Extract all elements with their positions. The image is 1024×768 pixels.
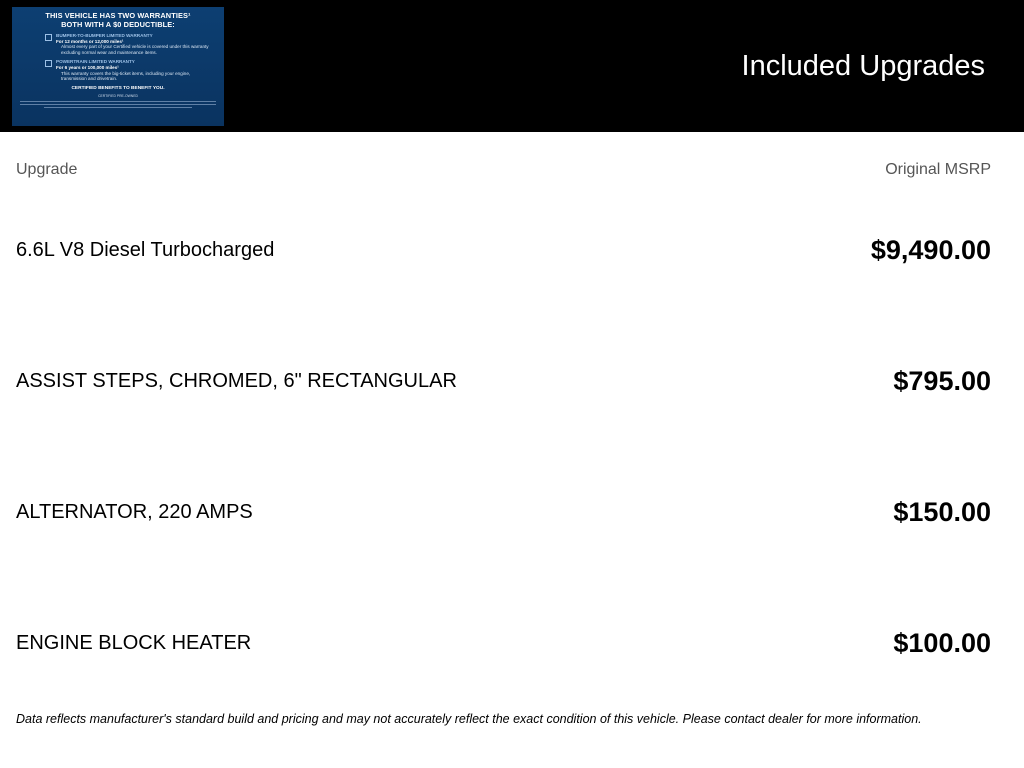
checkbox-icon <box>45 34 52 41</box>
upgrade-name: ASSIST STEPS, CHROMED, 6" RECTANGULAR <box>16 369 457 392</box>
header-bar <box>0 0 1024 132</box>
badge-warranty-2 <box>20 59 216 81</box>
badge-warranty-1-title: BUMPER-TO-BUMPER LIMITED WARRANTY <box>56 33 153 38</box>
upgrade-price: $150.00 <box>893 496 991 527</box>
badge-headline-1: THIS VEHICLE HAS TWO WARRANTIES¹ <box>45 11 191 20</box>
upgrade-row <box>16 361 991 401</box>
upgrade-name: ALTERNATOR, 220 AMPS <box>16 500 253 523</box>
upgrade-row <box>16 623 991 663</box>
upgrade-row <box>16 492 991 532</box>
upgrade-row <box>16 230 991 270</box>
badge-warranty-2-title: POWERTRAIN LIMITED WARRANTY <box>56 59 135 65</box>
upgrade-name: ENGINE BLOCK HEATER <box>16 631 252 654</box>
upgrade-name: 6.6L V8 Diesel Turbocharged <box>16 238 275 261</box>
badge-warranty-2-desc: This warranty covers the big-ticket items, including your engine, transmission and drivetrain. <box>61 70 191 82</box>
badge-warranty-2-period: For 6 years or 100,000 miles¹ <box>56 64 119 70</box>
upgrade-price: $100.00 <box>893 627 991 658</box>
upgrade-price: $795.00 <box>893 365 991 396</box>
upgrade-price: $9,490.00 <box>870 234 991 265</box>
warranty-badge-image <box>12 7 224 126</box>
page-title: Included Upgrades <box>741 50 985 82</box>
badge-brand-line: CERTIFIED PRE-OWNED <box>98 93 138 98</box>
badge-warranty-1 <box>20 33 216 55</box>
badge-fine-print <box>20 101 216 108</box>
badge-headline-2: BOTH WITH A $0 DEDUCTIBLE: <box>61 19 175 29</box>
badge-warranty-1-desc: Almost every part of your Certified vehicle is covered under this warranty excluding normal wear and maintenance items. <box>61 44 209 55</box>
column-header-upgrade: Upgrade <box>16 161 78 178</box>
column-header-msrp: Original MSRP <box>885 161 991 178</box>
badge-tagline: CERTIFIED BENEFITS TO BENEFIT YOU. <box>71 85 165 91</box>
badge-warranty-1-period: For 12 months or 12,000 miles¹ <box>56 38 124 44</box>
checkbox-icon <box>45 60 52 67</box>
disclaimer-text: Data reflects manufacturer's standard build and pricing and may not accurately reflect the exact condition of this vehicle. Please contact dealer for more information. <box>16 712 922 726</box>
